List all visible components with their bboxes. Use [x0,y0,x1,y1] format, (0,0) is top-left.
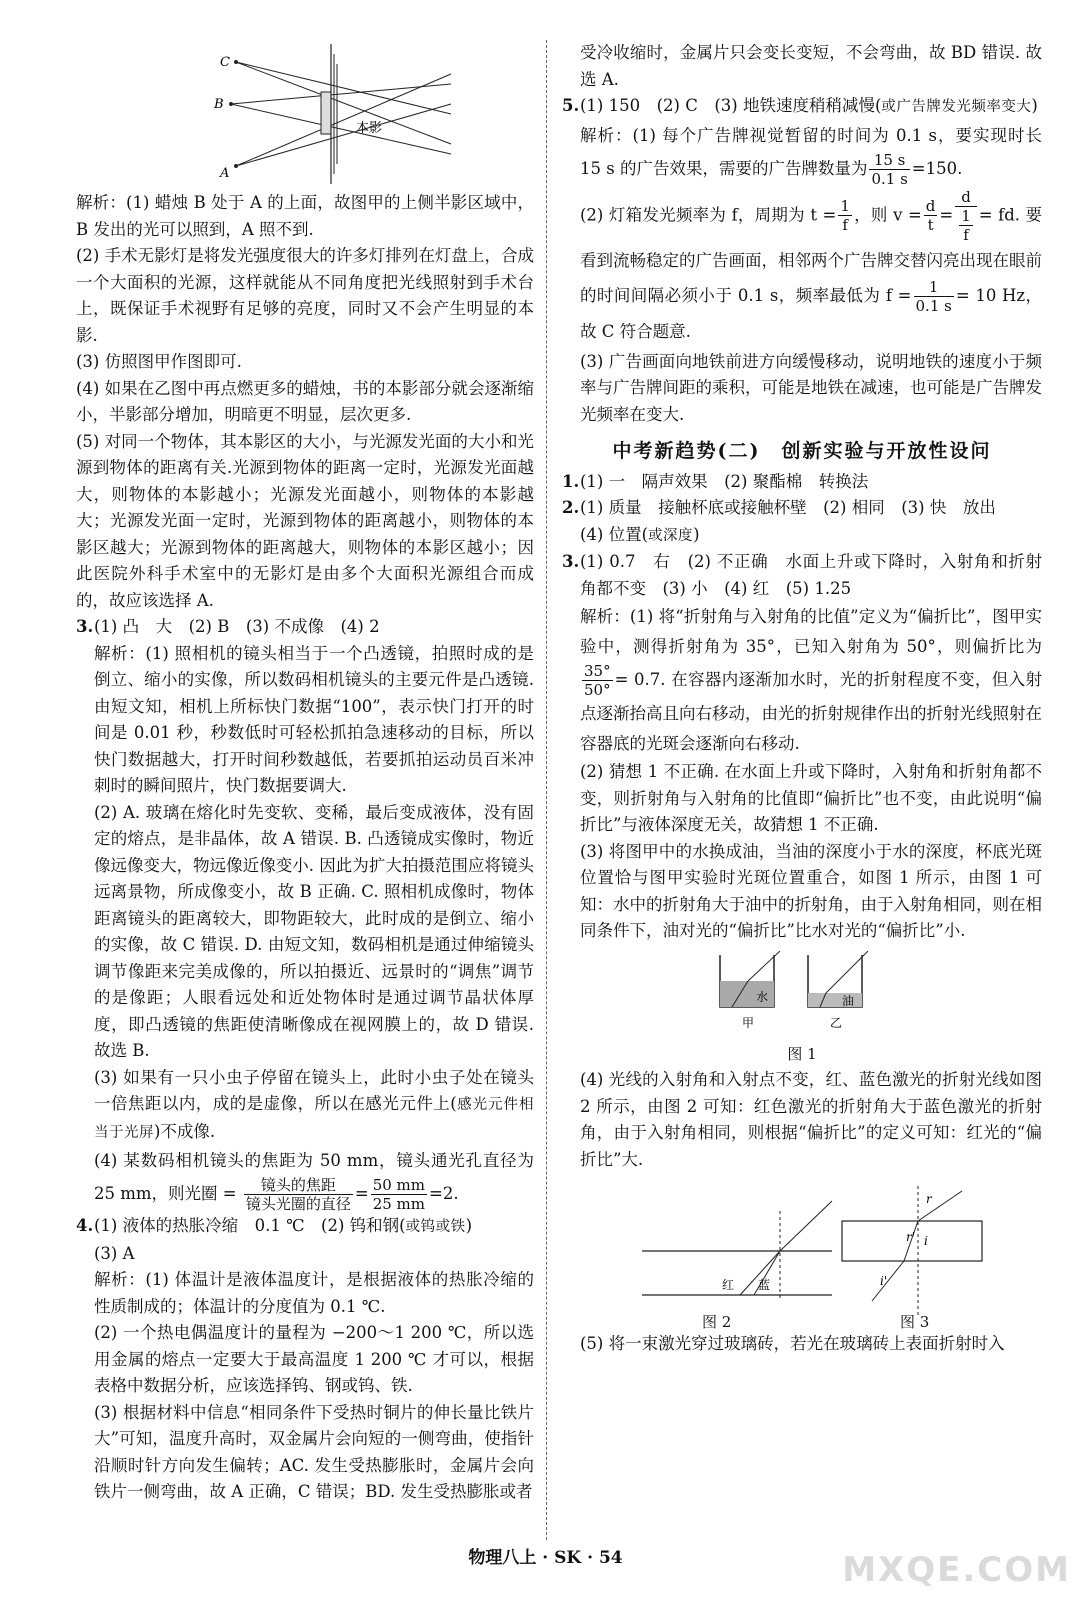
fraction-denominator: t [927,216,934,234]
label-benying: 本影 [356,121,383,136]
q3-answer-text: (1) 凸 大 (2) B (3) 不成像 (4) 2 [94,617,380,636]
q5-analysis-2 [562,188,1042,349]
fraction-numerator: 50 mm [372,1176,426,1194]
a3-analysis-3: (3) 将图甲中的水换成油，当油的深度小于水的深度，杯底光斑位置恰与图甲实验时光斑位置重合，如图 1 所示，由图 1 可知：水中的折射角大于油中的折射角，由于入射角相同，则在相同条件下，油对光的“偏折比”比水对光的“偏折比”小. [580,841,1042,940]
count-result: =150. [911,158,963,178]
q3-analysis-2: (2) A. 玻璃在熔化时先变软、变稀，最后变成液体，没有固定的熔点，是非晶体，故 A 错误. B. 凸透镜成实像时，物近像远像变大，物远像近像变小. 因此为扩大拍摄范围应将镜头远离景物，所成像变小，故 B 正确. C. 照相机成像时，物体距离镜头的距离较大，即物距较大，此时成的是倒立、缩小的实像，故 C 错误. D. 由短文知，数码相机是通过伸缩镜头调节像距来完美成像的，所以拍摄近、远景时的“调焦”调节的是像距；人眼看远处和近处物体时是通过调节晶状体厚度，即凸透镜的焦距使清晰像成在视网膜上的，故 D 错误. 故选 B. [94,802,534,1060]
fig3-i: i [924,1234,928,1248]
answer-2b [562,522,1042,550]
label-a: A [220,166,230,181]
a3-analysis-4: (4) 光线的入射角和入射点不变，红、蓝色激光的折射光线如图 2 所示，由图 2 可知：红色激光的折射角大于蓝色激光的折射角，由于入射角相同，则根据“偏折比”的定义可知：红光的“偏折比”大. [580,1070,1042,1169]
q4-analysis-2: (2) 一个热电偶温度计的量程为 −200～1 200 ℃，所以选用金属的熔点一定要大于最高温度 1 200 ℃ 才可以，根据表格中数据分析，应该选择钨、钢或钨、铁. [94,1323,534,1395]
question-3-number: 3. [76,617,94,636]
fraction-numerator: 1 [914,278,954,297]
answer-1 [562,469,1042,496]
fig3-i-prime: i' [880,1274,888,1288]
analysis-p5: (5) 对同一个物体，其本影区的大小，与光源发光面的大小和光源到物体的距离有关.光源到物体的距离一定时，光源发光面越大，则物体的本影越小；光源发光面越小，则物体的本影越大；光源发光面一定时，光源到物体的距离越小，则物体的本影区越大；光源到物体的距离越大，则物体的本影区越小；因此医院外科手术室中的无影灯是由多个大面积光源组合而成的，故应该选择 A. [76,431,534,610]
q4-answer-text: (1) 液体的热胀冷缩 0.1 ℃ (2) 钨和钢( [94,1216,406,1235]
fig1-jia: 甲 [742,1015,755,1030]
fraction-denominator: 镜头光圈的直径 [245,1195,351,1213]
q4-answer-end: ) [465,1216,473,1235]
deflection-ratio-fraction [582,662,613,699]
q5-answer-end: ) [1031,96,1038,115]
question-4-answer [76,1213,534,1241]
period-fraction [838,197,852,234]
fig3-r: r [926,1192,932,1206]
q5-analysis-1 [562,121,1042,188]
a3-analysis-5: (5) 将一束激光穿过玻璃砖，若光在玻璃砖上表面折射时入 [580,1334,1005,1353]
q5-analysis-1-text: 解析：(1) 每个广告牌视觉暂留的时间为 0.1 s，要实现时长 15 s 的广告效果，需要的广告牌数量为 [580,125,1042,178]
equals-sign: = [354,1184,369,1203]
analysis-p1: 解析：(1) 蜡烛 B 处于 A 的上面，故图甲的上侧半影区域中，B 发出的光可以照到，A 照不到. [76,193,534,239]
equals-sign: = [939,205,954,224]
figure-1-caption: 图 1 [787,1044,817,1063]
figure-3-caption: 图 3 [900,1313,930,1331]
answer-1-text: (1) 一 隔声效果 (2) 聚酯棉 转换法 [580,471,869,491]
answer-2b-note: 或深度 [648,527,694,544]
answer-3 [562,549,1042,602]
analysis-p2: (2) 手术无影灯是将发光强度很大的许多灯排列在灯盘上，合成一个大面积的光源，这样就能从不同角度把光线照射到手术台上，既保证手术视野有足够的亮度，同时又不会产生明显的本影. [76,246,534,345]
label-c: C [220,55,230,70]
q3-analysis-3-end: )不成像. [154,1121,216,1141]
right-column [562,40,1042,1358]
fraction-denominator: f [842,216,848,234]
fraction-denominator: f [963,225,969,244]
fraction-numerator: 1 [840,197,850,215]
page-footer: 物理八上 · SK · 54 [468,1548,623,1568]
answer-2 [562,495,1042,522]
left-column [76,0,534,1506]
q4-answer-note: 或钨或铁 [405,1219,466,1235]
q5-analysis-2-text-e: = 10 Hz，故 C 符合题意. [580,285,1042,341]
fig1-yi: 乙 [830,1015,843,1030]
fraction-numerator: 15 s [869,151,909,170]
a3-analysis-2: (2) 猜想 1 不正确. 在水面上升或下降时，入射角和折射角都不变，则折射角与入射角的比值即“偏折比”也不变，由此说明“偏折比”与液体深度无关，故猜想 1 不正确. [580,762,1042,834]
fraction-numerator: 镜头的焦距 [244,1176,353,1195]
figure-2-caption: 图 2 [702,1313,732,1331]
answer-2b-text: (4) 位置( [580,524,649,544]
q4-analysis-1: 解析：(1) 体温计是液体温度计，是根据液体的热胀冷缩的性质制成的；体温计的分度值为 0.1 ℃. [94,1270,534,1316]
answer-2b-end: ) [693,524,700,544]
fraction-numerator: 1 [961,206,971,225]
q5-analysis-2-text-a: (2) 灯箱发光频率为 f，周期为 t = [580,205,837,224]
answer-3-text: (1) 0.7 右 (2) 不正确 水面上升或下降时，入射角和折射角都不变 (3) 小 (4) 红 (5) 1.25 [580,552,1042,598]
inner-fraction [957,207,975,244]
q3-analysis-4 [76,1146,534,1213]
q5-answer-text: (1) 150 (2) C (3) 地铁速度稍稍减慢( [580,96,882,115]
q5-answer-note: 或广告牌发光频率变大 [881,99,1032,115]
answer-2-number: 2. [562,498,580,517]
column-divider [546,40,547,1540]
label-b: B [214,97,224,112]
q3-analysis-1: 解析：(1) 照相机的镜头相当于一个凸透镜，拍照时成的是倒立、缩小的实像，所以数码相机镜头的主要元件是凸透镜. 由短文知，相机上所标快门数据“100”，表示快门打开的时间是 0.01 秒，秒数低时可轻松抓拍急速移动的目标，所以快门数据越大，打开时间秒数越低，若要抓拍运动员百米冲刺时的瞬间照片，快门数据要调大. [94,643,534,795]
figure-3 [832,1181,992,1321]
figures-2-3 [562,1181,1042,1331]
q4-answer-2: (3) A [94,1243,135,1263]
answer-3-number: 3. [562,552,580,571]
watermark: MXQE.COM [842,1550,1071,1590]
aperture-result: =2. [429,1184,459,1203]
q5-analysis-2-text-d: = fd. 要看到流畅稳定的广告画面，相邻两个广告牌交替闪亮出现在眼前的时间间隔必须小于 0.1 s，频率最低为 f = [580,205,1043,305]
fraction-numerator: d [955,188,977,207]
frequency-fraction [914,278,954,315]
fig1-water: 水 [756,989,769,1004]
fraction-numerator: 35° [584,662,611,680]
a3-analysis-1 [562,602,1042,759]
fraction-denominator: 25 mm [372,1195,426,1213]
fraction-denominator: 50° [584,681,611,699]
analysis-p3: (3) 仿照图甲作图即可. [76,352,242,371]
answer-1-number: 1. [562,471,580,491]
question-4-number: 4. [76,1216,94,1235]
aperture-fraction [244,1176,353,1213]
question-5-number: 5. [562,96,580,115]
fig2-blue: 蓝 [758,1278,771,1292]
figure-2 [632,1191,842,1321]
velocity-fraction [924,197,938,234]
fig1-oil: 油 [842,993,855,1008]
fig3-r-prime: r' [906,1230,916,1244]
fraction-numerator: d [925,197,936,215]
a3-analysis-1-text-b: = 0.7. 在容器内逐渐加水时，光的折射程度不变，但入射点逐渐抬高且向右移动，由光的折射规律作出的折射光线照射在容器底的光斑会逐渐向右移动. [580,670,1042,753]
q3-analysis-3 [76,1065,534,1147]
section-title: 中考新趋势(二) 创新实验与开放性设问 [612,440,992,462]
question-3-answer [76,614,534,641]
fig2-red: 红 [722,1278,735,1292]
q4-analysis-continued: 受冷收缩时，金属片只会变长变短，不会弯曲，故 BD 错误. 故选 A. [580,43,1042,89]
fraction-denominator: 0.1 s [871,169,908,188]
analysis-p4: (4) 如果在乙图中再点燃更多的蜡烛，书的本影部分就会逐渐缩小，半影部分增加，明暗更不明显，层次更多. [76,378,534,424]
shadow-figure [206,44,456,184]
a3-analysis-1-text: 解析：(1) 将“折射角与入射角的比值”定义为“偏折比”，图甲实验中，测得折射角为 35°，已知入射角为 50°，则偏折比为 [580,607,1042,656]
aperture-value-fraction [371,1176,427,1213]
figure-1 [712,951,882,1041]
answer-2-text: (1) 质量 接触杯底或接触杯壁 (2) 相同 (3) 快 放出 [580,498,996,517]
q4-analysis-3: (3) 根据材料中信息“相同条件下受热时铜片的伸长量比铁片大”可知，温度升高时，双金属片会向短的一侧弯曲，使指针沿顺时针方向发生偏转；AC. 发生受热膨胀时，金属片会向铁片一侧弯曲，故 A 正确，C 错误；BD. 发生受热膨胀或者 [94,1402,534,1501]
question-5-answer [562,93,1042,121]
q5-analysis-2-text-b: ，则 v = [853,205,922,224]
compound-fraction [955,188,977,244]
fraction-denominator: 0.1 s [915,296,952,315]
q3-analysis-3-note: 感光元件相当于光屏 [94,1097,535,1141]
q3-analysis-4-text: (4) 某数码相机镜头的焦距为 50 mm，镜头通光孔直径为 25 mm，则光圈 = [94,1151,534,1203]
count-fraction [869,151,909,188]
q3-analysis-3-text: (3) 如果有一只小虫子停留在镜头上，此时小虫子处在镜头一倍焦距以内，成的是虚像，所以在感光元件上( [94,1067,534,1113]
q5-analysis-3: (3) 广告画面向地铁前进方向缓慢移动，说明地铁的速度小于频率与广告牌间距的乘积，可能是地铁在减速，也可能是广告牌发光频率在变大. [580,351,1042,424]
